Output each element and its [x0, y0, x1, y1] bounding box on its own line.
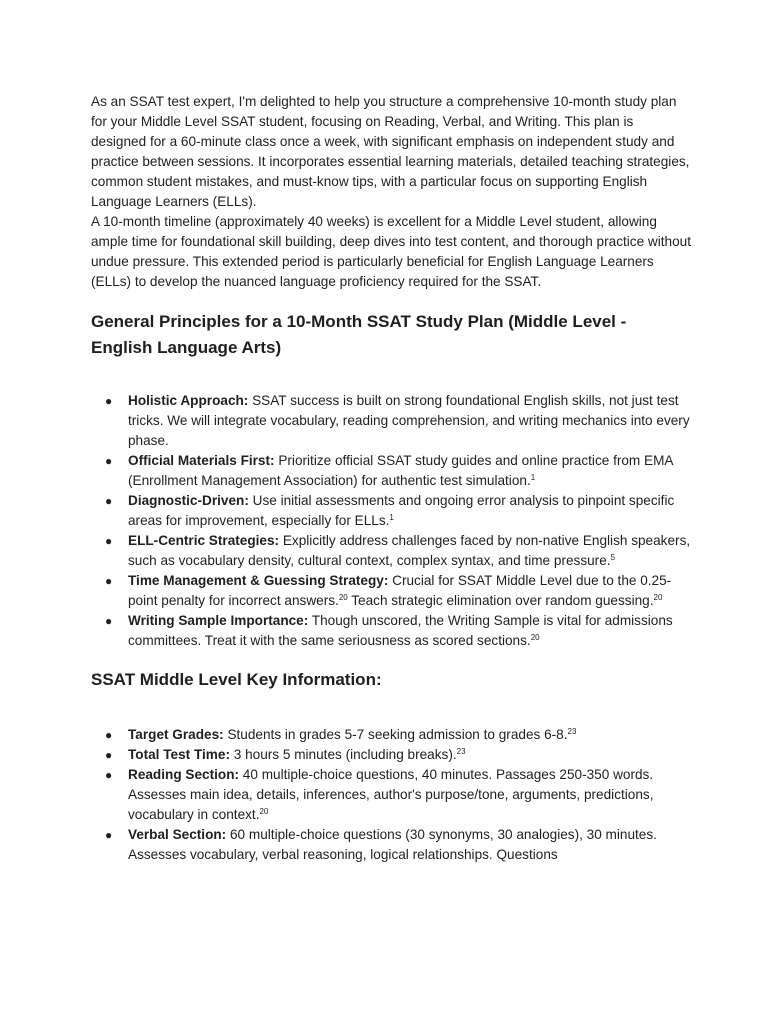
list-item: [91, 611, 691, 651]
principles-list: [91, 391, 691, 651]
citation-ref: 20: [653, 593, 663, 602]
item-text: Prioritize official SSAT study guides and online practice from EMA (Enrollment Management Association) for authentic test simulation.: [128, 453, 673, 488]
bullet-icon: ●: [105, 454, 113, 468]
item-term: ELL-Centric Strategies:: [128, 533, 280, 548]
item-text: 40 multiple-choice questions, 40 minutes. Passages 250-350 words. Assesses main idea, details, inferences, author's purpose/tone, arguments, predictions, vocabulary in context.: [128, 767, 654, 822]
list-item: [91, 571, 691, 611]
bullet-icon: ●: [105, 494, 113, 508]
citation-ref: 23: [567, 727, 577, 736]
list-item: [91, 825, 691, 865]
item-text: 60 multiple-choice questions (30 synonyms, 30 analogies), 30 minutes. Assesses vocabulary, verbal reasoning, logical relationships. Questions: [128, 827, 657, 862]
item-term: Official Materials First:: [128, 453, 275, 468]
item-text: Use initial assessments and ongoing error analysis to pinpoint specific areas for improvement, especially for ELLs.: [128, 493, 675, 528]
item-term: Time Management & Guessing Strategy:: [128, 573, 389, 588]
list-item: [91, 451, 691, 491]
key-info-list: [91, 725, 691, 865]
list-item: [91, 391, 691, 451]
bullet-icon: ●: [105, 534, 113, 548]
item-text: 3 hours 5 minutes (including breaks).: [229, 747, 457, 762]
citation-ref: 20: [338, 593, 348, 602]
bullet-icon: ●: [105, 394, 113, 408]
citation-ref: 20: [530, 633, 540, 642]
list-item: [91, 725, 691, 745]
item-text: Explicitly address challenges faced by non-native English speakers, such as vocabulary density, cultural context, complex syntax, and time pressure.: [128, 533, 691, 568]
timeline-paragraph: A 10-month timeline (approximately 40 weeks) is excellent for a Middle Level student, allowing ample time for foundational skill building, deep dives into test content, and thorough practice without undue pressure. This extended period is particularly beneficial for English Language Learners (ELLs) to develop the nuanced language proficiency required for the SSAT.: [91, 214, 691, 289]
item-term: Target Grades:: [128, 727, 224, 742]
item-term: Reading Section:: [128, 767, 240, 782]
item-text-continued: Teach strategic elimination over random guessing.: [347, 593, 654, 608]
key-info-heading: SSAT Middle Level Key Information:: [91, 670, 382, 689]
item-term: Writing Sample Importance:: [128, 613, 309, 628]
document-page: [91, 92, 691, 865]
item-term: Holistic Approach:: [128, 393, 249, 408]
bullet-icon: ●: [105, 828, 113, 842]
citation-ref: 1: [389, 513, 394, 522]
intro-paragraph: As an SSAT test expert, I'm delighted to help you structure a comprehensive 10-month study plan for your Middle Level SSAT student, focusing on Reading, Verbal, and Writing. This plan is designed for a 60-minute class once a week, with significant emphasis on independent study and practice between sessions. It incorporates essential learning materials, detailed teaching strategies, common student mistakes, and must-know tips, with a particular focus on supporting English Language Learners (ELLs).: [91, 94, 690, 209]
principles-heading: General Principles for a 10-Month SSAT Study Plan (Middle Level - English Language Arts): [91, 312, 627, 357]
citation-ref: 23: [456, 747, 466, 756]
list-item: [91, 765, 691, 825]
bullet-icon: ●: [105, 728, 113, 742]
citation-ref: 20: [259, 807, 269, 816]
item-text: Though unscored, the Writing Sample is vital for admissions committees. Treat it with the same seriousness as scored sections.: [128, 613, 673, 648]
citation-ref: 1: [530, 473, 536, 482]
list-item: [91, 491, 691, 531]
item-text: SSAT success is built on strong foundational English skills, not just test tricks. We will integrate vocabulary, reading comprehension, and writing mechanics into every phase.: [128, 393, 690, 448]
item-text: Students in grades 5-7 seeking admission to grades 6-8.: [223, 727, 568, 742]
bullet-icon: ●: [105, 748, 113, 762]
list-item: [91, 745, 691, 765]
item-term: Total Test Time:: [128, 747, 230, 762]
bullet-icon: ●: [105, 614, 113, 628]
item-text: Crucial for SSAT Middle Level due to the 0.25-point penalty for incorrect answers.: [128, 573, 672, 608]
item-term: Diagnostic-Driven:: [128, 493, 249, 508]
list-item: [91, 531, 691, 571]
item-term: Verbal Section:: [128, 827, 227, 842]
bullet-icon: ●: [105, 768, 113, 782]
bullet-icon: ●: [105, 574, 113, 588]
citation-ref: 5: [610, 553, 616, 562]
